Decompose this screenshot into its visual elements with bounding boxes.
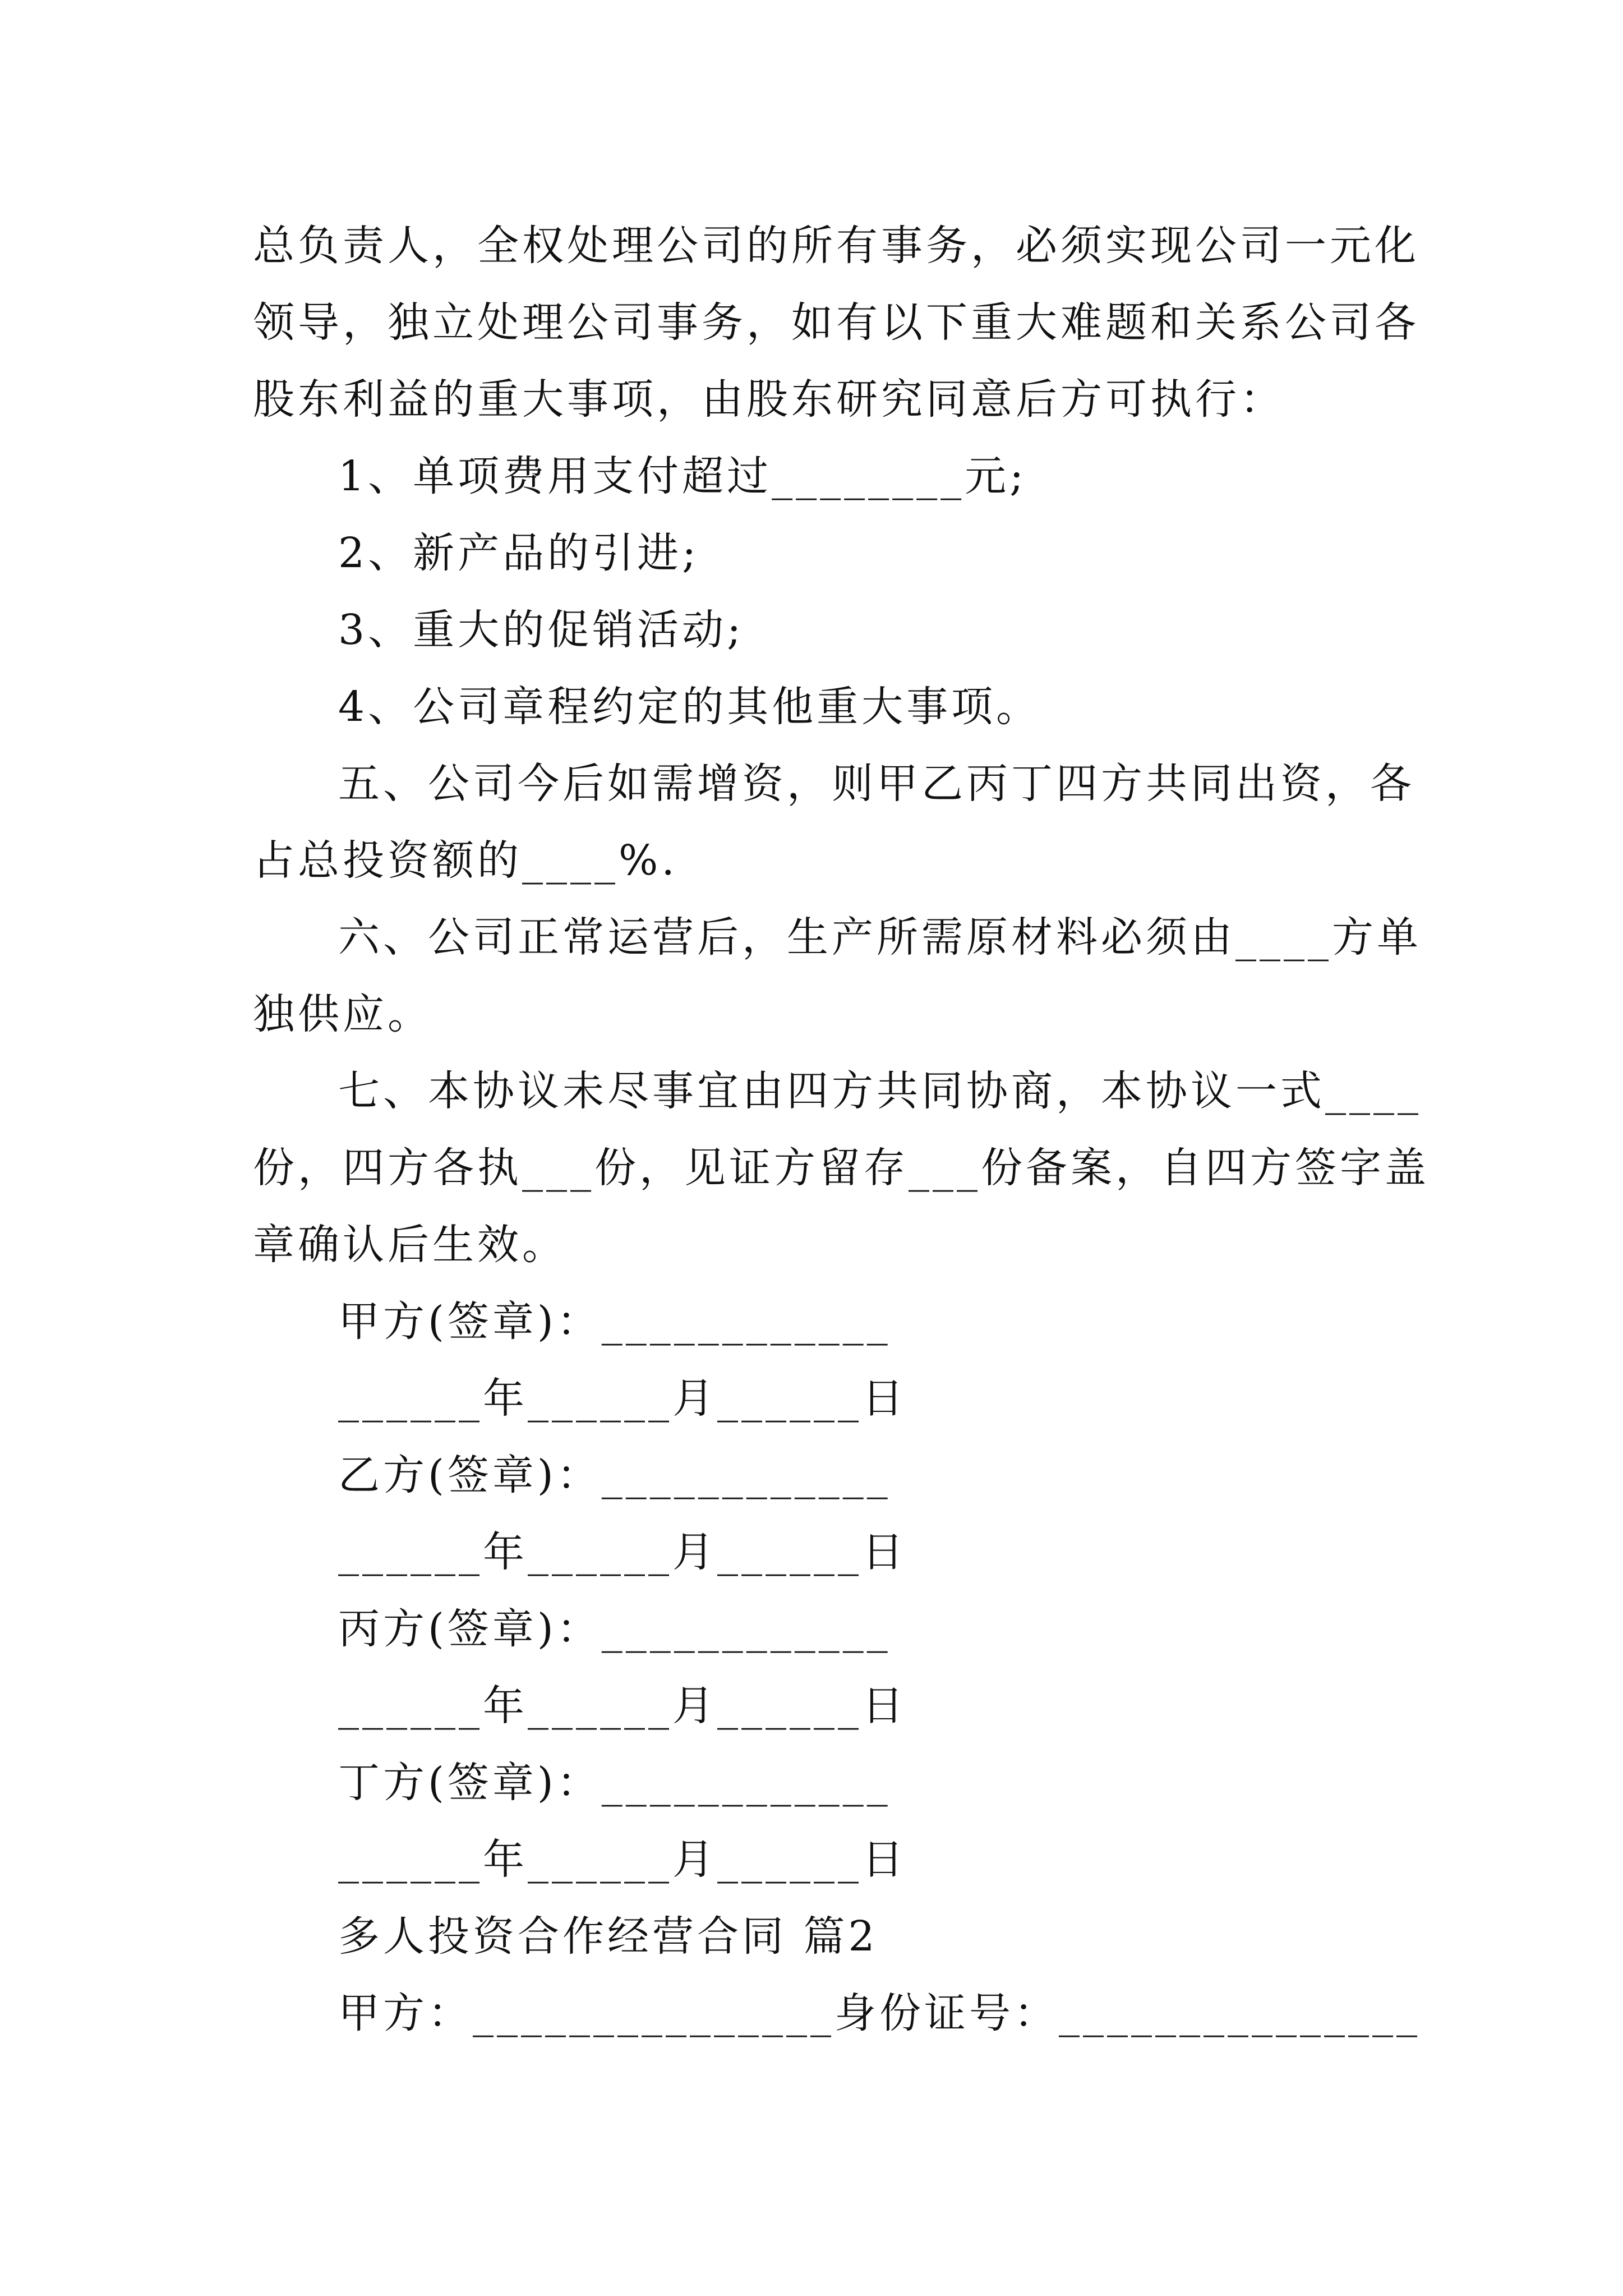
text-line: 甲方：_______________身份证号：_______________ — [338, 1989, 1421, 2037]
text-line: 乙方(签章)：____________ — [338, 1451, 891, 1499]
text-line: 独供应。 — [253, 990, 432, 1038]
text-line: ______年______月______日 — [338, 1682, 907, 1730]
text-line: 丁方(签章)：____________ — [338, 1759, 891, 1807]
text-line: 章确认后生效。 — [253, 1221, 567, 1269]
text-line: 1、单项费用支付超过________元; — [338, 452, 1027, 500]
text-line: 占总投资额的____%. — [253, 836, 678, 885]
text-line: 七、本协议未尽事宜由四方共同协商，本协议一式____ — [338, 1067, 1422, 1115]
text-line: 六、公司正常运营后，生产所需原材料必须由____方单 — [338, 913, 1422, 961]
text-line: 五、公司今后如需增资，则甲乙丙丁四方共同出资，各 — [338, 760, 1415, 808]
text-line: ______年______月______日 — [338, 1374, 907, 1423]
document-body — [253, 208, 1430, 2052]
text-line: ______年______月______日 — [338, 1528, 907, 1576]
text-line: 股东利益的重大事项，由股东研究同意后方可执行： — [253, 375, 1285, 424]
text-line: 3、重大的促销活动; — [338, 606, 745, 654]
text-line: 份，四方各执___份，见证方留存___份备案，自四方签字盖 — [253, 1144, 1430, 1192]
text-line: 领导，独立处理公司事务，如有以下重大难题和关系公司各 — [253, 298, 1419, 347]
text-line: 甲方(签章)：____________ — [338, 1297, 891, 1346]
text-line: 总负责人，全权处理公司的所有事务，必须实现公司一元化 — [253, 222, 1419, 270]
text-line: 多人投资合作经营合同 篇2 — [338, 1912, 878, 1961]
text-line: 2、新产品的引进; — [338, 529, 700, 577]
text-line: 4、公司章程约定的其他重大事项。 — [338, 683, 1041, 731]
text-line: ______年______月______日 — [338, 1835, 907, 1884]
text-line: 丙方(签章)：____________ — [338, 1605, 891, 1653]
